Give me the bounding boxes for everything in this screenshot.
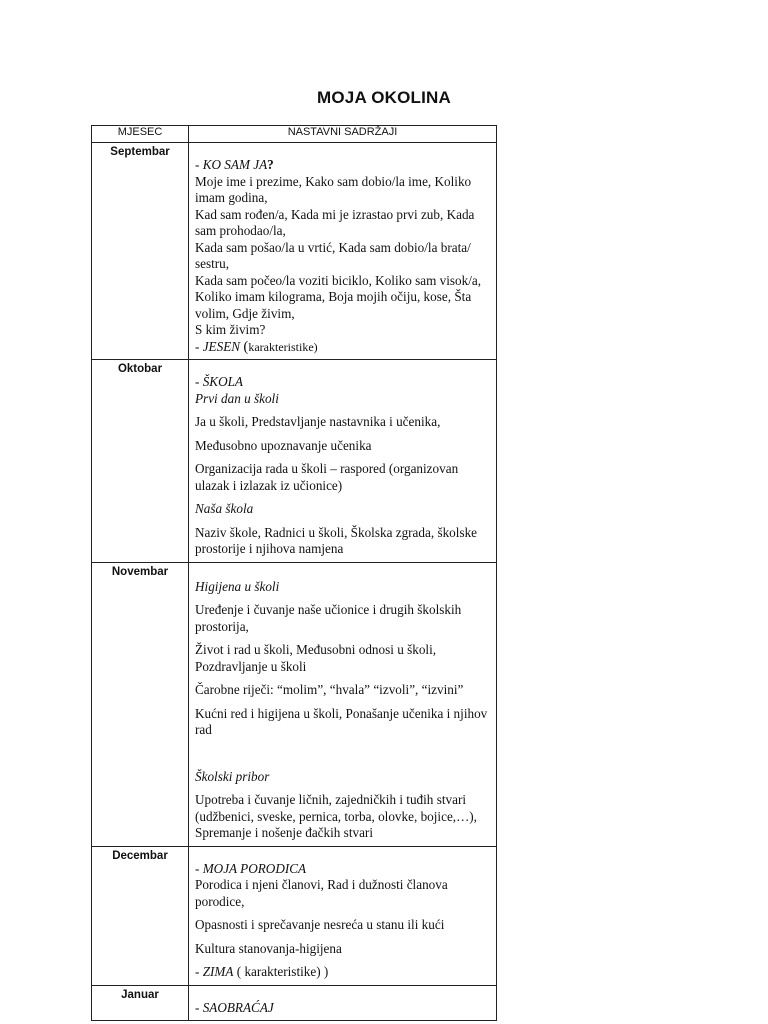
month-cell: Novembar: [92, 562, 189, 846]
topic-heading: - ŠKOLA: [195, 374, 243, 389]
content-line: Opasnosti i sprečavanje nesreća u stanu ili kući: [195, 917, 445, 932]
table-row: [92, 562, 497, 846]
table-header-row: [92, 126, 497, 143]
table-row: [92, 846, 497, 985]
header-content: NASTAVNI SADRŽAJI: [189, 126, 497, 143]
month-cell: Oktobar: [92, 360, 189, 563]
content-line: Kad sam rođen/a, Kada mi je izrastao prvi zub, Kada sam prohodao/la,: [195, 206, 475, 238]
curriculum-table: [91, 125, 497, 1021]
subtopic-heading: Školski pribor: [195, 768, 270, 784]
topic-heading: - JESEN (karakteristike): [195, 338, 318, 355]
table-row: [92, 985, 497, 1021]
table-row: [92, 360, 497, 563]
content-cell: [189, 985, 497, 1021]
topic-heading: - MOJA PORODICA: [195, 860, 307, 876]
subtopic-heading: Higijena u školi: [195, 578, 280, 594]
table-row: [92, 143, 497, 360]
header-month: MJESEC: [92, 126, 189, 143]
month-cell: Januar: [92, 985, 189, 1021]
content-line: Porodica i njeni članovi, Rad i dužnosti članova porodice,: [195, 877, 448, 909]
subtopic-heading: Naša škola: [195, 501, 254, 516]
content-line: Čarobne riječi: “molim”, “hvala” “izvoli”, “izvini”: [195, 682, 464, 697]
content-line: Naziv škole, Radnici u školi, Školska zgrada, školske prostorije i njihova namjena: [195, 524, 478, 556]
subtopic-heading: Prvi dan u školi: [195, 390, 279, 406]
content-line: Kućni red i higijena u školi, Ponašanje učenika i njihov rad: [195, 705, 488, 737]
content-line: Moje ime i prezime, Kako sam dobio/la ime, Koliko imam godina,: [195, 173, 472, 205]
content-line: Život i rad u školi, Međusobni odnosi u školi, Pozdravljanje u školi: [195, 642, 437, 674]
topic-heading: - SAOBRAĆAJ: [195, 999, 274, 1015]
content-line: Međusobno upoznavanje učenika: [195, 437, 372, 453]
content-cell: [189, 143, 497, 360]
content-line: Organizacija rada u školi – raspored (organizovan ulazak i izlazak iz učionice): [195, 461, 459, 493]
content-line: Kada sam počeo/la voziti biciklo, Koliko sam visok/a,: [195, 272, 482, 288]
month-cell: Decembar: [92, 846, 189, 985]
content-line: Kultura stanovanja-higijena: [195, 940, 342, 956]
month-cell: Septembar: [92, 143, 189, 360]
content-line: Koliko imam kilograma, Boja mojih očiju, kose, Šta volim, Gdje živim,: [195, 289, 472, 321]
topic-heading: - ZIMA ( karakteristike) ): [195, 964, 329, 979]
content-cell: [189, 846, 497, 985]
content-line: Uređenje i čuvanje naše učionice i drugih školskih prostorija,: [195, 602, 462, 634]
page-title: MOJA OKOLINA: [317, 88, 451, 107]
content-line: Ja u školi, Predstavljanje nastavnika i učenika,: [195, 414, 441, 429]
topic-heading: - KO SAM JA?: [195, 157, 274, 172]
content-cell: [189, 562, 497, 846]
content-cell: [189, 360, 497, 563]
content-line: Upotreba i čuvanje ličnih, zajedničkih i tuđih stvari (udžbenici, sveske, pernica, torba, olovke, bojice,…), Spremanje i nošenje đačkih stvari: [195, 792, 477, 840]
content-line: Kada sam pošao/la u vrtić, Kada sam dobio/la brata/ sestru,: [195, 239, 471, 271]
content-line: S kim živim?: [195, 322, 266, 337]
